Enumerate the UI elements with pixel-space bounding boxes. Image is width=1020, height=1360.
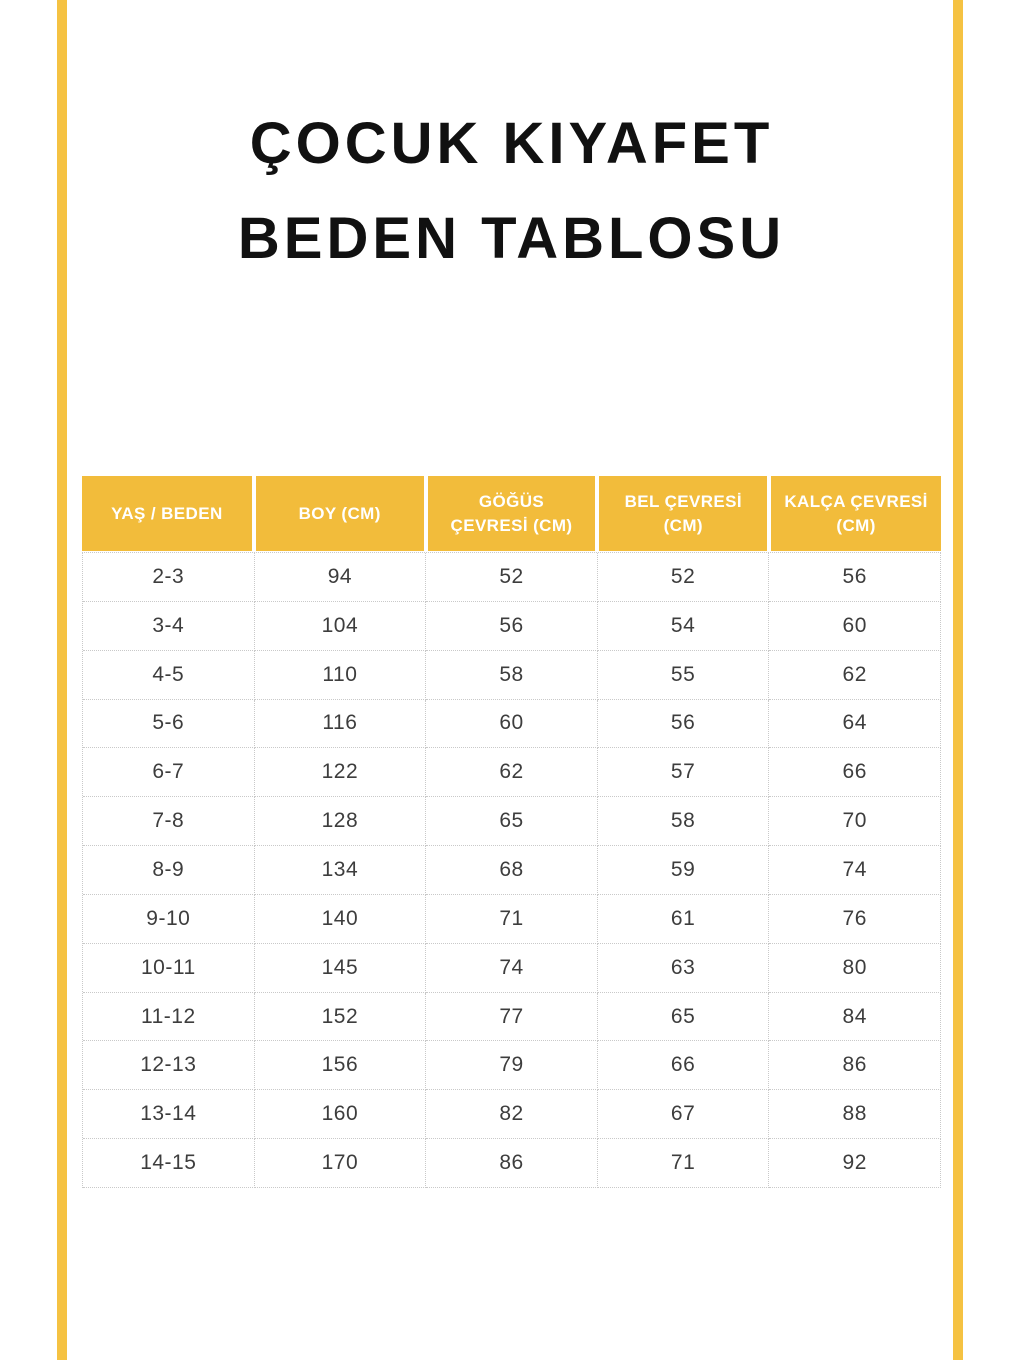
table-cell: 170 [255,1139,427,1188]
table-cell: 134 [255,846,427,895]
table-cell: 12-13 [83,1041,255,1090]
table-cell: 68 [426,846,598,895]
page-title-line2: BEDEN TABLOSU [237,206,786,271]
table-cell: 79 [426,1041,598,1090]
table-cell: 6-7 [83,748,255,797]
table-cell: 5-6 [83,700,255,749]
table-cell: 62 [426,748,598,797]
table-cell: 77 [426,993,598,1042]
table-cell: 52 [598,553,770,602]
table-cell: 67 [598,1090,770,1139]
table-cell: 65 [426,797,598,846]
table-cell: 64 [769,700,941,749]
table-cell: 9-10 [83,895,255,944]
table-cell: 70 [769,797,941,846]
column-header: GÖĞÜS ÇEVRESİ (CM) [428,476,596,551]
table-cell: 58 [426,651,598,700]
table-cell: 80 [769,944,941,993]
page-title [82,96,941,286]
table-cell: 57 [598,748,770,797]
table-cell: 7-8 [83,797,255,846]
column-header: BOY (CM) [256,476,424,551]
table-cell: 86 [426,1139,598,1188]
table-cell: 58 [598,797,770,846]
table-cell: 2-3 [83,553,255,602]
table-cell: 66 [598,1041,770,1090]
table-cell: 11-12 [83,993,255,1042]
column-header: YAŞ / BEDEN [82,476,252,551]
table-cell: 13-14 [83,1090,255,1139]
table-cell: 94 [255,553,427,602]
table-cell: 104 [255,602,427,651]
column-header: BEL ÇEVRESİ (CM) [599,476,767,551]
table-cell: 65 [598,993,770,1042]
table-cell: 56 [426,602,598,651]
table-cell: 152 [255,993,427,1042]
table-cell: 54 [598,602,770,651]
page-title-line1: ÇOCUK KIYAFET [249,111,774,176]
table-cell: 74 [769,846,941,895]
right-accent-bar [953,0,963,1360]
table-cell: 71 [426,895,598,944]
table-cell: 84 [769,993,941,1042]
table-cell: 145 [255,944,427,993]
table-cell: 14-15 [83,1139,255,1188]
table-cell: 56 [769,553,941,602]
table-cell: 66 [769,748,941,797]
table-cell: 63 [598,944,770,993]
table-cell: 71 [598,1139,770,1188]
table-cell: 62 [769,651,941,700]
table-cell: 52 [426,553,598,602]
table-cell: 60 [769,602,941,651]
table-cell: 160 [255,1090,427,1139]
table-cell: 61 [598,895,770,944]
table-header-row [82,476,941,551]
size-table [82,476,941,1188]
column-header: KALÇA ÇEVRESİ (CM) [771,476,941,551]
table-cell: 76 [769,895,941,944]
table-cell: 8-9 [83,846,255,895]
table-cell: 59 [598,846,770,895]
table-cell: 55 [598,651,770,700]
table-cell: 4-5 [83,651,255,700]
table-cell: 140 [255,895,427,944]
table-cell: 110 [255,651,427,700]
table-cell: 156 [255,1041,427,1090]
table-cell: 3-4 [83,602,255,651]
table-cell: 60 [426,700,598,749]
table-cell: 122 [255,748,427,797]
table-cell: 10-11 [83,944,255,993]
table-cell: 128 [255,797,427,846]
left-accent-bar [57,0,67,1360]
table-cell: 116 [255,700,427,749]
table-cell: 86 [769,1041,941,1090]
table-cell: 56 [598,700,770,749]
table-cell: 88 [769,1090,941,1139]
table-cell: 82 [426,1090,598,1139]
table-cell: 74 [426,944,598,993]
table-body [82,552,941,1188]
table-cell: 92 [769,1139,941,1188]
